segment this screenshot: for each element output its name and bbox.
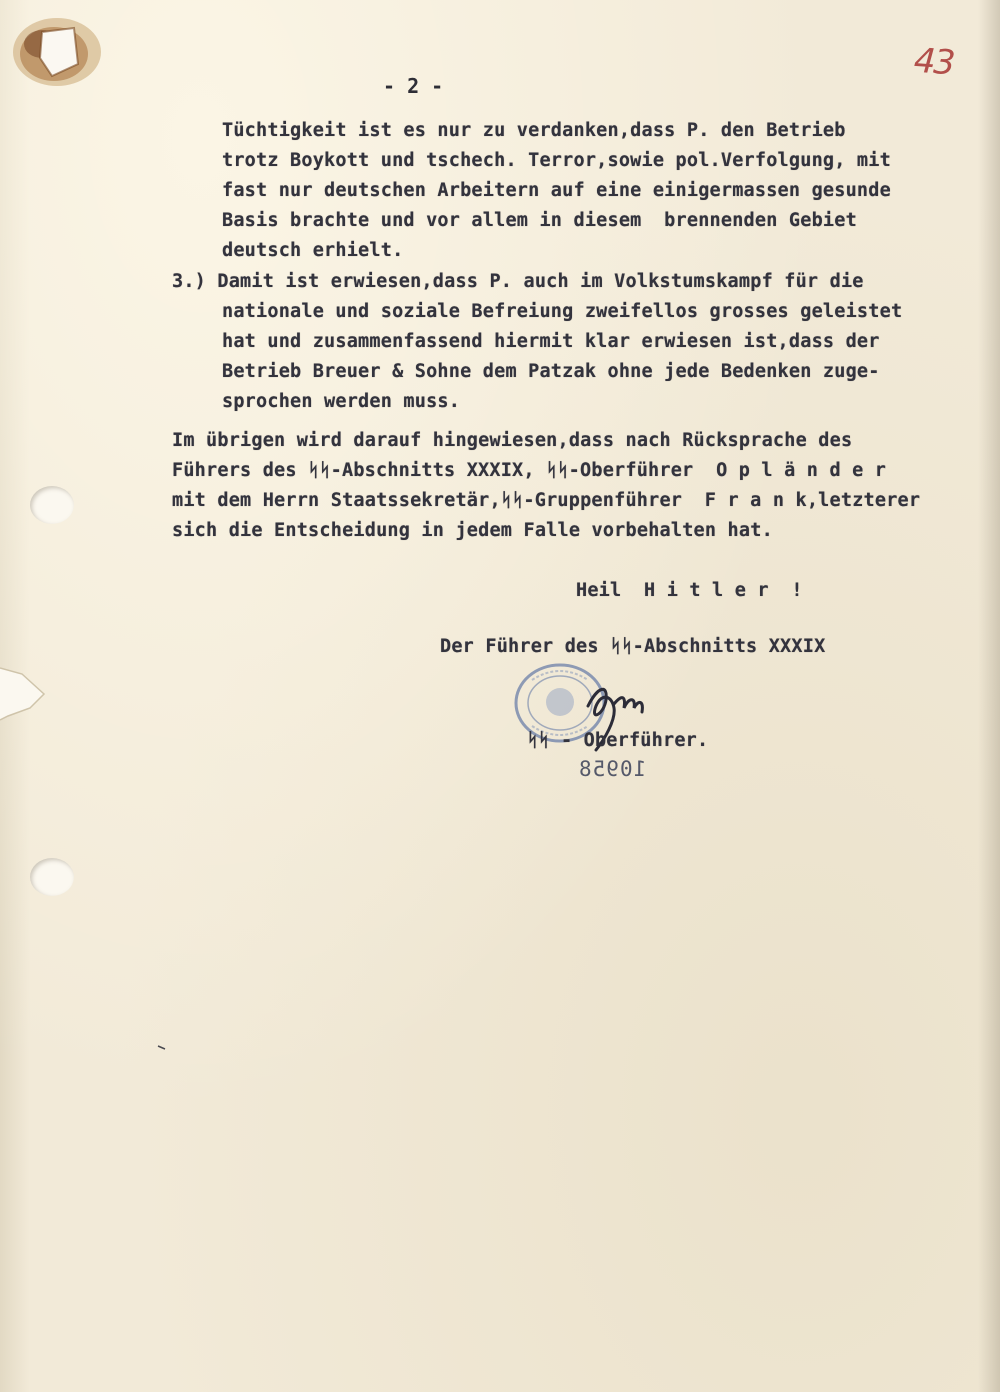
pencil-mark-icon bbox=[157, 1045, 167, 1051]
text-line: Führers des ᛋᛋ-Abschnitts XXXIX, ᛋᛋ-Oberführer O p l ä n d e r bbox=[172, 460, 887, 481]
signatory-title: Der Führer des ᛋᛋ-Abschnitts XXXIX bbox=[440, 636, 826, 657]
text-line: Betrieb Breuer & Sohne dem Patzak ohne jede Bedenken zuge- bbox=[222, 361, 880, 382]
handwritten-folio-number: 43 bbox=[912, 40, 955, 84]
torn-edge-icon bbox=[0, 664, 48, 724]
signatory-rank: ᛋᛋ - Oberführer. bbox=[527, 730, 709, 751]
text-line: Im übrigen wird darauf hingewiesen,dass nach Rücksprache des bbox=[172, 430, 853, 451]
rust-stain-icon bbox=[12, 14, 107, 92]
punch-hole bbox=[30, 858, 74, 896]
text-line: trotz Boykott und tschech. Terror,sowie pol.Verfolgung, mit bbox=[222, 150, 891, 171]
stamped-archive-number: 10958 bbox=[578, 757, 647, 781]
text-line: mit dem Herrn Staatssekretär,ᛋᛋ-Gruppenführer F r a n k,letzterer bbox=[172, 490, 921, 511]
text-line: hat und zusammenfassend hiermit klar erwiesen ist,dass der bbox=[222, 331, 880, 352]
text-line: Tüchtigkeit ist es nur zu verdanken,dass P. den Betrieb bbox=[222, 120, 846, 141]
text-line: 3.) Damit ist erwiesen,dass P. auch im Volkstumskampf für die bbox=[172, 271, 864, 292]
page-number: - 2 - bbox=[383, 74, 444, 98]
text-line: sprochen werden muss. bbox=[222, 391, 461, 412]
closing-salutation: Heil H i t l e r ! bbox=[576, 580, 803, 601]
text-line: Basis brachte und vor allem in diesem brennenden Gebiet bbox=[222, 210, 857, 231]
page-edge-shadow bbox=[978, 0, 1000, 1392]
text-line: fast nur deutschen Arbeitern auf eine einigermassen gesunde bbox=[222, 180, 891, 201]
text-line: sich die Entscheidung in jedem Falle vorbehalten hat. bbox=[172, 520, 773, 541]
text-line: nationale und soziale Befreiung zweifellos grosses geleistet bbox=[222, 301, 903, 322]
text-line: deutsch erhielt. bbox=[222, 240, 404, 261]
punch-hole bbox=[30, 486, 74, 524]
